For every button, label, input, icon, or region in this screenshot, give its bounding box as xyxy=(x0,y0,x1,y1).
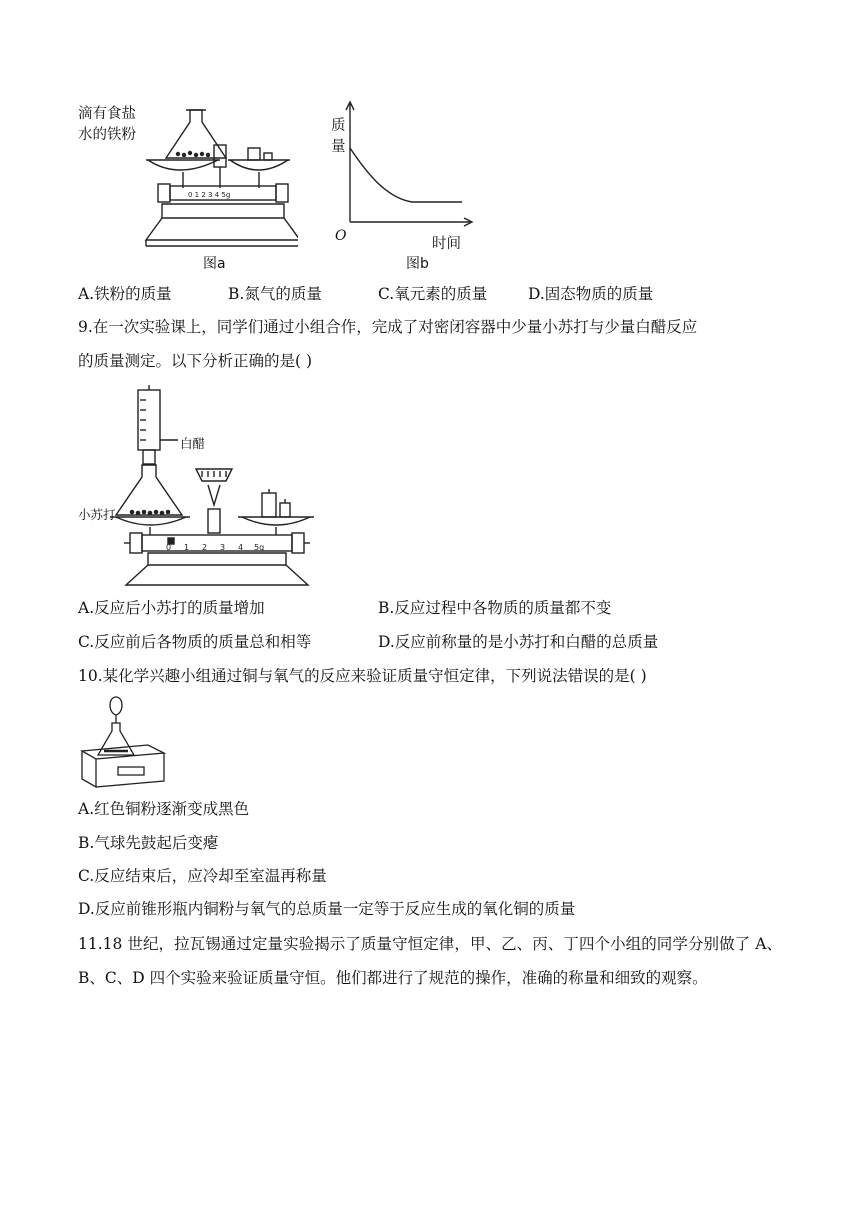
q8-option-a: A.铁粉的质量 xyxy=(78,285,172,303)
q8-option-b: B.氮气的质量 xyxy=(228,285,322,303)
label-vinegar: 白醋 xyxy=(180,436,206,451)
label-baking-soda: 小苏打 xyxy=(78,507,116,522)
q10-option-b: B.气球先鼓起后变瘪 xyxy=(78,834,219,852)
q8-option-c: C.氧元素的质量 xyxy=(378,285,488,303)
tick-0: 0 xyxy=(166,543,172,552)
q10-option-a: A.红色铜粉逐渐变成黑色 xyxy=(78,800,250,818)
q9-stem-line1: 9.在一次实验课上，同学们通过小组合作，完成了对密闭容器中少量小苏打与少量白醋反应 xyxy=(78,318,698,336)
q11-stem: 11.18 世纪，拉瓦锡通过定量实验揭示了质量守恒定律，甲、乙、丙、丁四个小组的同学分别做了 A、B、C、D 四个实验来验证质量守恒。他们都进行了规范的操作，准确的称量和细致的观察。 xyxy=(78,935,782,987)
tick-1: 1 xyxy=(184,543,190,552)
graph-xlabel: 时间 xyxy=(432,236,461,252)
graph-ylabel-1: 质 xyxy=(331,118,346,134)
q9-option-d: D.反应前称量的是小苏打和白醋的总质量 xyxy=(378,633,659,651)
q9-stem-line2: 的质量测定。以下分析正确的是( ) xyxy=(78,352,313,370)
figure-10-electronic-balance xyxy=(78,695,168,790)
q9-option-a: A.反应后小苏打的质量增加 xyxy=(78,599,265,617)
iron-label-line2: 水的铁粉 xyxy=(78,127,136,143)
caption-fig-a: 图a xyxy=(203,256,226,272)
q9-option-b: B.反应过程中各物质的质量都不变 xyxy=(378,599,612,617)
q10-option-c: C.反应结束后，应冷却至室温再称量 xyxy=(78,867,327,885)
q8-option-d: D.固态物质的质量 xyxy=(528,285,654,303)
q9-option-c: C.反应前后各物质的质量总和相等 xyxy=(78,633,312,651)
graph-ylabel xyxy=(331,116,346,158)
figure-9-balance xyxy=(78,385,318,590)
iron-powder-label xyxy=(78,104,136,146)
tick-3: 3 xyxy=(220,543,226,552)
caption-fig-b: 图b xyxy=(406,256,429,272)
tick-4: 4 xyxy=(238,543,244,552)
tick-2: 2 xyxy=(202,543,208,552)
q10-option-d: D.反应前锥形瓶内铜粉与氧气的总质量一定等于反应生成的氧化铜的质量 xyxy=(78,900,576,918)
graph-ylabel-2: 量 xyxy=(331,139,346,155)
tick-5g: 5g xyxy=(254,543,265,552)
q10-stem: 10.某化学兴趣小组通过铜与氧气的反应来验证质量守恒定律，下列说法错误的是( ) xyxy=(78,667,647,685)
graph-origin: O xyxy=(335,228,347,244)
scale-marks-a: 0 1 2 3 4 5g xyxy=(188,191,231,199)
iron-label-line1: 滴有食盐 xyxy=(78,106,136,122)
